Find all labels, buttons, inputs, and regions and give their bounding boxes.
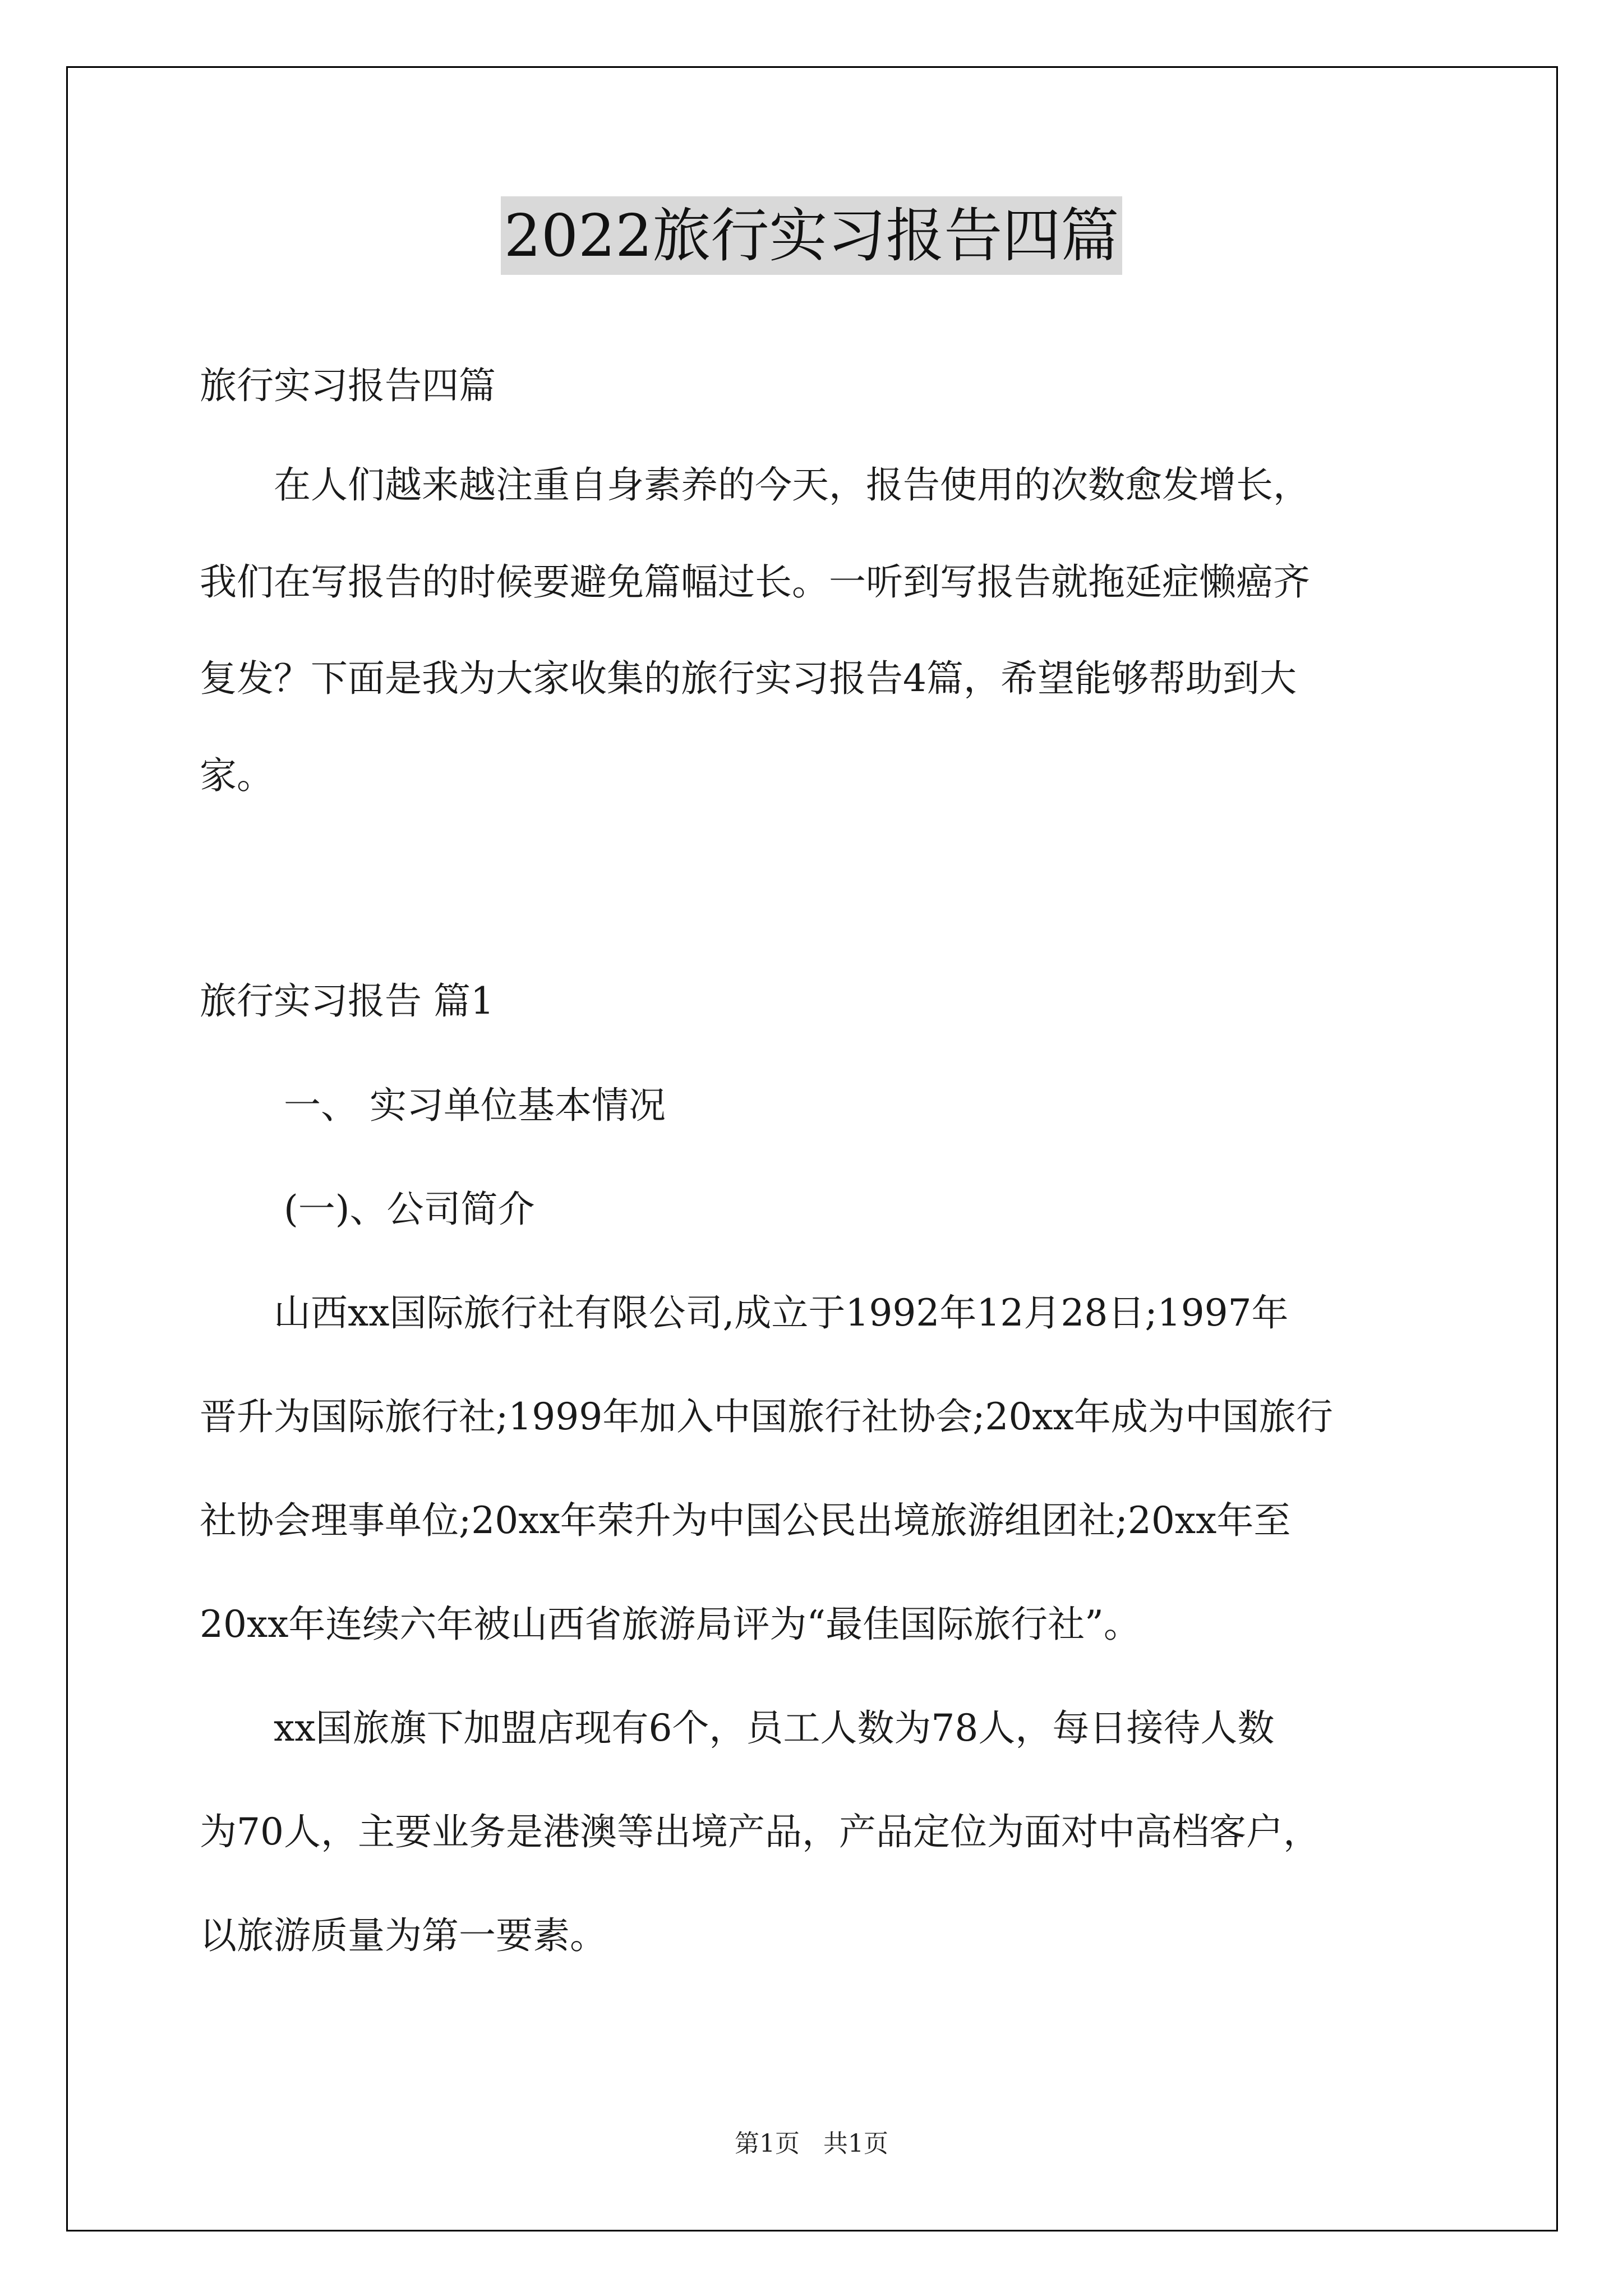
branch-paragraph-line-2: 为70人，主要业务是港澳等出境产品，产品定位为面对中高档客户， (200, 1810, 1320, 1853)
document-title: 2022旅行实习报告四篇 (501, 196, 1123, 275)
company-paragraph-line-4: 20xx年连续六年被山西省旅游局评为“最佳国际旅行社”。 (200, 1603, 1141, 1646)
company-paragraph-line-2: 晋升为国际旅行社;1999年加入中国旅行社协会;20xx年成为中国旅行 (200, 1395, 1333, 1438)
branch-paragraph-line-1: xx国旅旗下加盟店现有6个，员工人数为78人，每日接待人数 (274, 1706, 1275, 1750)
heading-company-intro: (一)、公司简介 (284, 1188, 535, 1231)
intro-paragraph-line-4: 家。 (200, 754, 274, 797)
intro-paragraph-line-3: 复发？下面是我为大家收集的旅行实习报告4篇，希望能够帮助到大 (200, 657, 1297, 700)
company-paragraph-line-3: 社协会理事单位;20xx年荣升为中国公民出境旅游组团社;20xx年至 (200, 1499, 1291, 1542)
branch-paragraph-line-3: 以旅游质量为第一要素。 (200, 1914, 607, 1957)
heading-company-info: 一、 实习单位基本情况 (284, 1084, 666, 1127)
title-container (0, 196, 1623, 275)
subtitle-line: 旅行实习报告四篇 (200, 364, 496, 407)
page-footer (0, 2123, 1623, 2159)
intro-paragraph-line-2: 我们在写报告的时候要避免篇幅过长。一听到写报告就拖延症懒癌齐 (200, 560, 1310, 604)
section-heading-part-1: 旅行实习报告 篇1 (200, 979, 494, 1023)
page-number: 第1页 (735, 2129, 800, 2158)
company-paragraph-line-1: 山西xx国际旅行社有限公司,成立于1992年12月28日;1997年 (274, 1291, 1289, 1335)
page-total: 共1页 (823, 2129, 888, 2158)
intro-paragraph-line-1: 在人们越来越注重自身素养的今天，报告使用的次数愈发增长， (274, 463, 1310, 507)
